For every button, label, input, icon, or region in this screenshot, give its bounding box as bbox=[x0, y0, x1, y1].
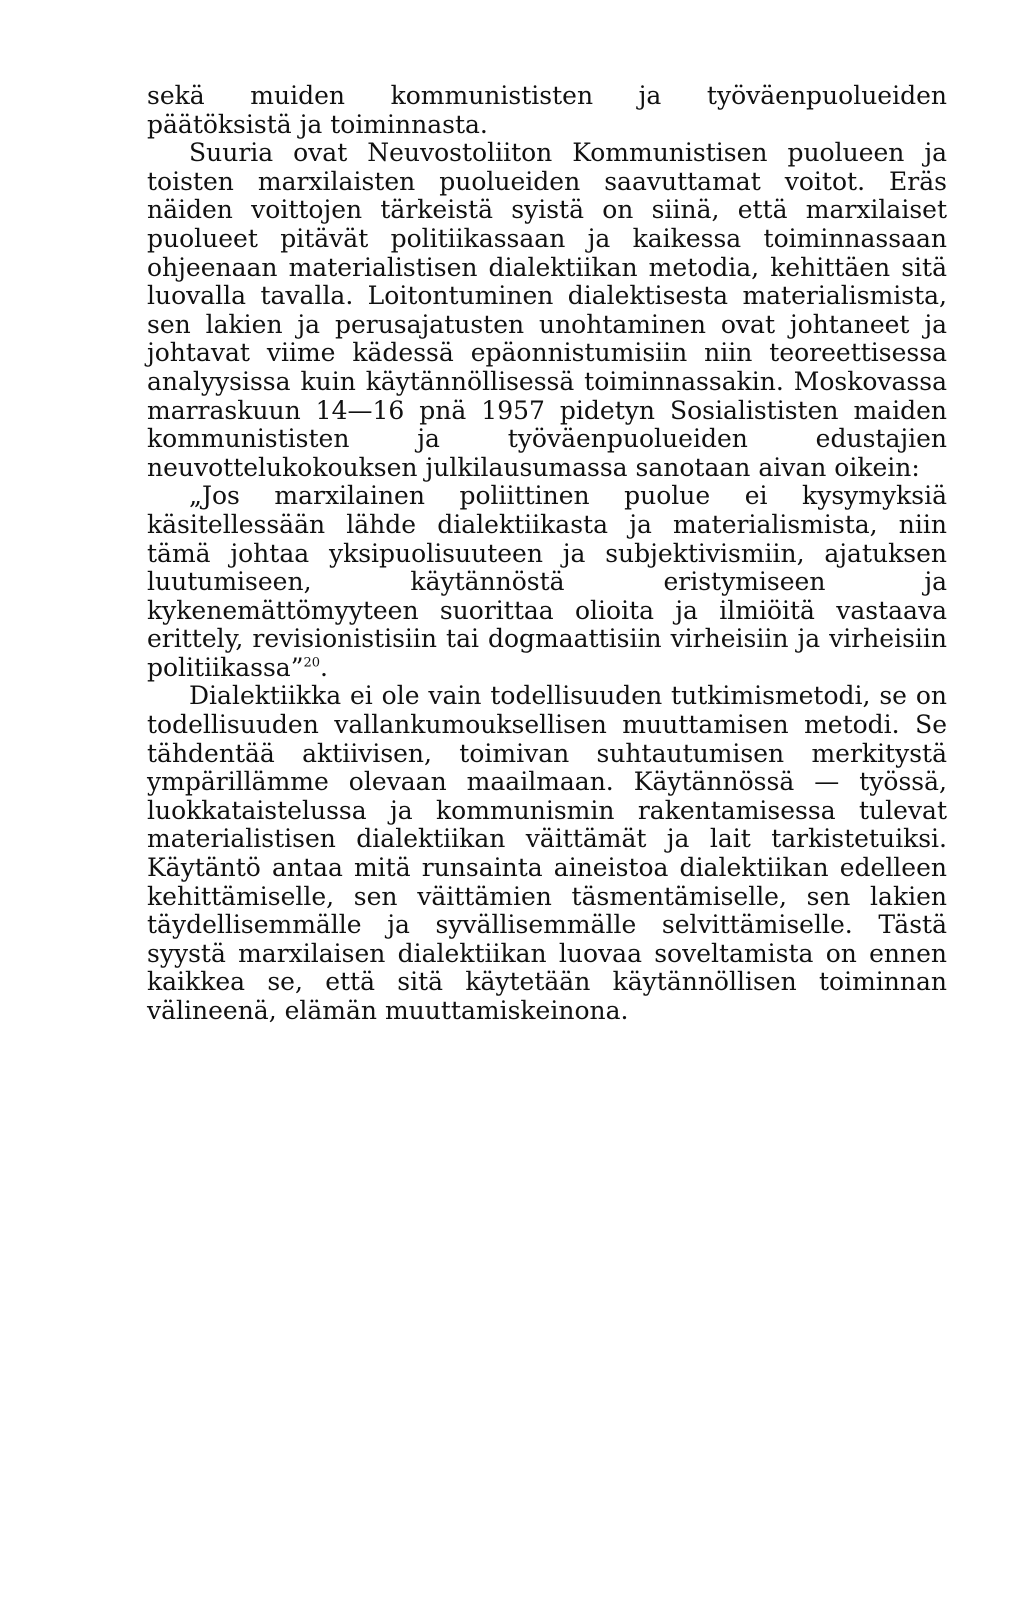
quotation-text: „Jos marxilainen poliittinen puolue ei kysymyksiä käsitellessään lähde dialektiikasta ja materialismista, niin tämä johtaa yksipuolisuuteen ja subjektivismiin, ajatuksen luutumiseen, käytännöstä eristymiseen ja kykenemättömyyteen suorittaa olioita ja ilmiöitä vastaava erittely, revisionistisiin tai dogmaattisiin virheisiin ja virheisiin politiikassa” bbox=[147, 481, 947, 682]
body-text bbox=[147, 82, 947, 1026]
quotation-end-punctuation: . bbox=[320, 652, 328, 682]
paragraph-marxist-victories: Suuria ovat Neuvostoliiton Kommunistisen puolueen ja toisten marxilaisten puolueiden saavuttamat voitot. Eräs näiden voittojen tärkeistä syistä on siinä, että marxilaiset puolueet pitävät politiikassaan ja kaikessa toiminnassaan ohjeenaan materialistisen dialektiikan metodia, kehittäen sitä luovalla tavalla. Loitontuminen dialektisesta materialismista, sen lakien ja perusajatusten unohtaminen ovat johtaneet ja johtavat viime kädessä epäonnistumisiin niin teoreettisessa analyysissa kuin käytännöllisessä toiminnassakin. Moskovassa marraskuun 14—16 pnä 1957 pidetyn Sosialististen maiden kommunististen ja työväenpuolueiden edustajien neuvottelukokouksen julkilausumassa sanotaan aivan oikein: bbox=[147, 138, 947, 482]
paragraph-continuation: sekä muiden kommunististen ja työväenpuolueiden päätöksistä ja toiminnasta. bbox=[147, 81, 947, 139]
paragraph-dialectics-method: Dialektiikka ei ole vain todellisuuden tutkimismetodi, se on todellisuuden vallankumouksellisen muuttamisen metodi. Se tähdentää aktiivisen, toimivan suhtautumisen merkitystä ympärillämme olevaan maailmaan. Käytännössä — työssä, luokkataistelussa ja kommunismin rakentamisessa tulevat materialistisen dialektiikan väittämät ja lait tarkistetuiksi. Käytäntö antaa mitä runsainta aineistoa dialektiikan edelleen kehittämiselle, sen väittämien täsmentämiselle, sen lakien täydellisemmälle ja syvällisemmälle selvittämiselle. Tästä syystä marxilaisen dialektiikan luovaa soveltamista on ennen kaikkea se, että sitä käytetään käytännöllisen toiminnan välineenä, elämän muuttamiskeinona. bbox=[147, 681, 947, 1025]
quotation-paragraph bbox=[147, 482, 947, 682]
footnote-reference: 20 bbox=[303, 655, 321, 671]
